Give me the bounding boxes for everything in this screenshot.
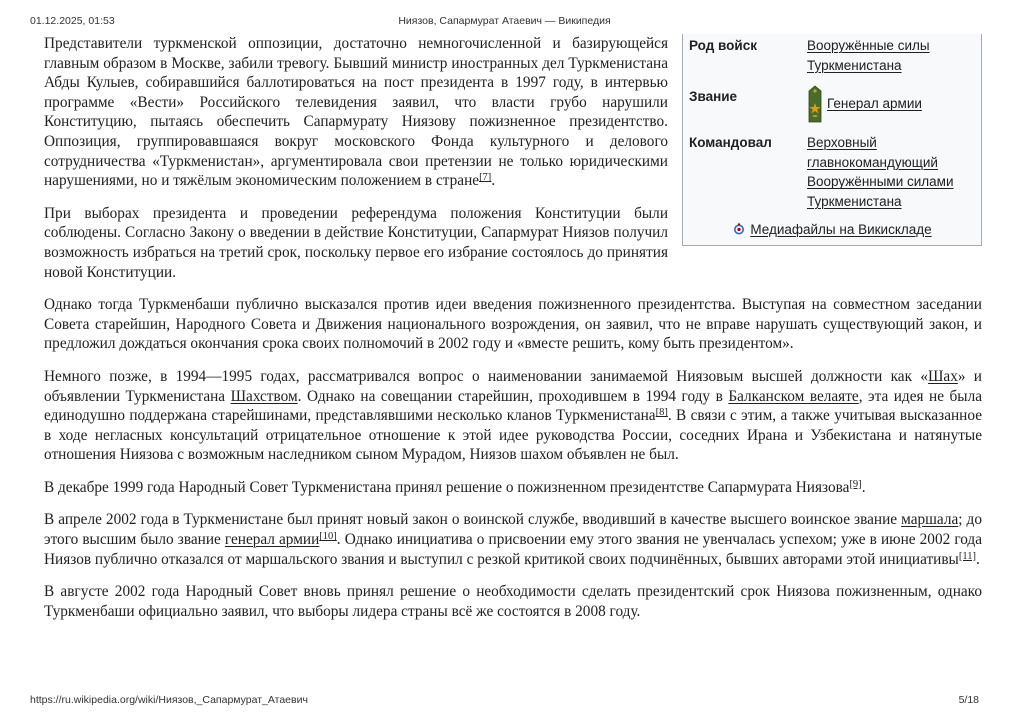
print-title: Ниязов, Сапармурат Атаевич — Википедия: [398, 15, 611, 27]
infobox-command-line-3: Вооружёнными силами: [807, 174, 954, 190]
link-marshal[interactable]: маршала: [901, 511, 959, 529]
infobox-row-command: [689, 133, 975, 211]
infobox-media-row: [689, 220, 975, 240]
shoulder-strap-icon: [807, 85, 823, 123]
paragraph-4-text-3: . Однако на совещании старейшин, проходившем в 1994 году в: [297, 387, 729, 405]
infobox-branch-line-2: Туркменистана: [807, 57, 902, 73]
paragraph-6: [44, 510, 982, 569]
infobox-link-general-of-army[interactable]: Генерал армии: [827, 96, 922, 112]
ref-8[interactable]: [8]: [655, 407, 668, 419]
infobox-link-armed-forces-turkmenistan[interactable]: [807, 174, 954, 209]
ref-10[interactable]: [10]: [319, 531, 337, 543]
paragraph-5-text: В декабре 1999 года Народный Совет Туркменистана принял решение о пожизненном президентстве Сапармурата Ниязова: [44, 478, 850, 496]
link-balkan-velayat[interactable]: Балканском велаяте: [728, 387, 859, 405]
infobox-link-armed-forces[interactable]: [807, 38, 930, 73]
paragraph-5: [44, 478, 982, 498]
infobox-branch-line-1: Вооружённые силы: [807, 38, 930, 53]
infobox-label-rank: Звание: [689, 89, 738, 105]
paragraph-6-end: .: [975, 550, 980, 568]
link-shah[interactable]: Шах: [927, 367, 958, 385]
ref-11[interactable]: [11]: [958, 550, 976, 562]
paragraph-6-text-3: . Однако инициатива о присвоении ему этого звания не увенчалась успехом; уже в июне 2002 года Ниязов публично отказался от маршальского звания и выступил с резкой критикой своих подчинённых, бывших авторами этой инициативы: [44, 531, 982, 568]
paragraph-6-text-2: ; до этого высшим было звание: [44, 511, 982, 549]
infobox-command-line-4: Туркменистана: [807, 193, 902, 209]
print-header: [30, 15, 979, 29]
infobox-command-line-1: Верховный: [807, 135, 877, 151]
link-general-of-army[interactable]: генерал армии: [224, 531, 320, 549]
print-footer: [30, 694, 979, 708]
paragraph-1-text: Представители туркменской оппозиции, достаточно немногочисленной и базирующейся главным образом в Москве, забили тревогу. Бывший министр иностранных дел Туркменистана Абды Кулыев, собиравшийся баллотироваться на пост президента в 1997 году, в интервью программе «Вести» Российского телевидения заявил, что власти грубо нарушили Конституцию, пытаясь обеспечить Сапармурату Ниязову пожизненное президентство. Оппозиция, группировавшаяся вокруг московского Фонда культурного и делового сотрудничества «Туркменистан», аргументировала свои претензии не только юридическими нарушениями, но и тяжёлым экономическим положением в стране: [44, 35, 668, 190]
paragraph-6-text-1: В апреле 2002 года в Туркменистане был принят новый закон о воинской службе, вводивший в качестве высшего воинское звание: [44, 511, 902, 529]
infobox-row-rank: [689, 85, 975, 123]
print-url: https://ru.wikipedia.org/wiki/Ниязов,_Сапармурат_Атаевич: [30, 694, 308, 706]
paragraph-4-text-1: Немного позже, в 1994—1995 годах, рассматривался вопрос о наименовании занимаемой Ниязовым высшей должности как «: [44, 367, 928, 385]
paragraph-5-end: .: [861, 478, 866, 496]
wikimedia-commons-icon: [732, 222, 746, 236]
paragraph-4-text-2: » и объявлении Туркменистана: [44, 367, 982, 405]
link-shahstvo[interactable]: Шахством: [230, 387, 298, 405]
infobox: [682, 34, 982, 246]
paragraph-7: [44, 582, 982, 621]
infobox-command-line-2: главнокомандующий: [807, 154, 938, 170]
ref-9[interactable]: [9]: [849, 478, 862, 490]
ref-7[interactable]: [7]: [479, 172, 492, 184]
paragraph-2-text: При выборах президента и проведении референдума положения Конституции были соблюдены. Согласно Закону о введении в действие Конституции, Сапармурат Ниязов получил возможность избраться на третий срок, поскольку первое его избрание состоялось до принятия новой Конституции.: [44, 204, 668, 281]
infobox-label-command: Командовал: [689, 135, 772, 151]
infobox-label-branch: Род войск: [689, 38, 757, 53]
infobox-link-commander-in-chief[interactable]: [807, 135, 938, 170]
article-content: [44, 34, 982, 634]
paragraph-4: [44, 367, 982, 465]
paragraph-1-end: .: [491, 172, 496, 190]
paragraph-7-text: В августе 2002 года Народный Совет вновь принял решение о необходимости сделать президентский срок Ниязова пожизненным, однако Туркменбаши официально заявил, что выборы лидера страны всё же состоятся в 2008 году.: [44, 583, 982, 620]
print-page-number: 5/18: [958, 694, 979, 706]
paragraph-3: [44, 295, 982, 354]
print-datetime: 01.12.2025, 01:53: [30, 15, 115, 27]
infobox-commons-link[interactable]: Медиафайлы на Викискладе: [750, 221, 932, 237]
paragraph-3-text: Однако тогда Туркменбаши публично высказался против идеи введения пожизненного президентства. Выступая на совместном заседании Совета старейшин, Народного Совета и Движения национального возрождения, он заявил, что не вправе нарушать существующий закон, и предложил дождаться окончания срока своих полномочий в 2002 году и «вместе решить, кому быть президентом».: [44, 296, 982, 353]
infobox-row-branch: [689, 36, 975, 75]
paragraph-4-text-4: , эта идея не была единодушно поддержана старейшинами, представлявшими несколько кланов Туркменистана: [44, 387, 983, 425]
paragraph-4-text-5: . В связи с этим, а также учитывая высказанное в ходе негласных консультаций отрицательное отношение к этой идее руководства России, соседних Ирана и Узбекистана и натянутые отношения Ниязова с возможным наследником сыном Мурадом, Ниязов шахом объявлен не был.: [44, 407, 982, 464]
